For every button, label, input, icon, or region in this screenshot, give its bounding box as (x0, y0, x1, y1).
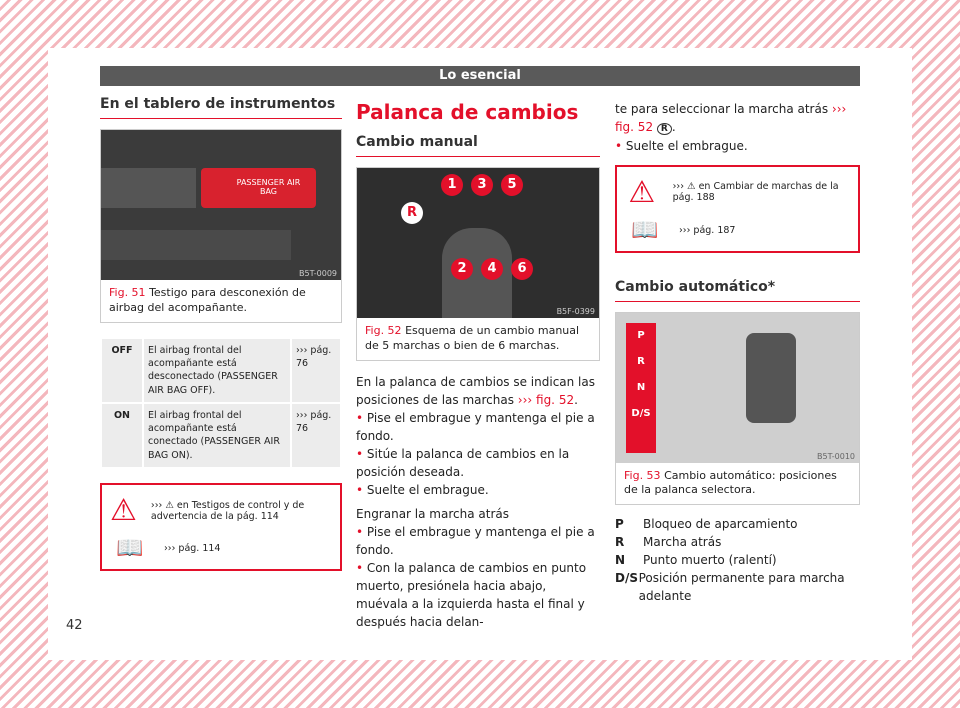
legend-item: P Bloqueo de aparcamiento (615, 517, 798, 532)
list-item: • Pise el embrague y mantenga el pie a fondo. (356, 409, 600, 445)
warning-icon: ⚠ (628, 174, 656, 210)
column-2 (356, 100, 600, 631)
page-number: 42 (66, 618, 83, 633)
selector-lever-image: P R N D/S B5T-0010 (616, 313, 859, 463)
subheading: Engranar la marcha atrás (356, 506, 509, 521)
figure-caption: Fig. 51 Testigo para desconexión de airbag del acompañante. (109, 286, 306, 314)
gear-lever-image: R 1 3 5 2 4 6 B5F-0399 (357, 168, 599, 318)
list-item: • Suelte el embrague. (356, 481, 600, 499)
indicator-table (100, 337, 342, 469)
legend-item: N Punto muerto (ralentí) (615, 553, 777, 568)
heading-manual: Cambio manual (356, 134, 600, 157)
column-3 (615, 100, 860, 605)
figure-caption: Fig. 52 Esquema de un cambio manual de 5 marchas o bien de 6 marchas. (365, 324, 580, 352)
book-search-icon: 📖 (631, 217, 659, 243)
intro-text: En la palanca de cambios se indican las posiciones de las marchas ››› fig. 52. (356, 374, 595, 407)
passenger-airbag-button: PASSENGER AIR BAG (201, 168, 316, 208)
page-link[interactable]: ››› pág. 187 (679, 224, 736, 236)
position-legend (615, 515, 860, 605)
table-row: OFF El airbag frontal del acompañante está desconectado (PASSENGER AIR BAG OFF). ››› pág. 76 (102, 339, 340, 402)
page-title: Palanca de cambios (356, 100, 579, 124)
list-item: • Con la palanca de cambios en punto muerto, presiónela hacia abajo, muévala a la izquierda hasta el final y después hacia delan- (356, 559, 600, 631)
warning-icon: ⚠ (110, 493, 137, 529)
heading-dashboard: En el tablero de instrumentos (100, 96, 342, 119)
list-item: • Suelte el embrague. (615, 137, 860, 155)
continued-text: te para seleccionar la marcha atrás ››› fig. 52 R . (615, 102, 847, 134)
table-row: ON El airbag frontal del acompañante está conectado (PASSENGER AIR BAG ON). ››› pág. 76 (102, 404, 340, 467)
page-link[interactable]: ››› pág. 114 (164, 543, 221, 555)
legend-item: R Marcha atrás (615, 535, 722, 550)
legend-item: D/S Posición permanente para marcha adelante (615, 571, 845, 604)
fig-link[interactable]: ››› fig. 52 (517, 392, 575, 407)
column-1 (100, 96, 342, 571)
book-search-icon: 📖 (116, 536, 144, 562)
list-item: • Sitúe la palanca de cambios en la posición deseada. (356, 445, 600, 481)
figure-51 (100, 129, 342, 323)
figure-53 (615, 312, 860, 506)
warning-box (615, 165, 860, 253)
heading-automatic: Cambio automático* (615, 279, 860, 302)
figure-caption: Fig. 53 Cambio automático: posiciones de la palanca selectora. (624, 468, 837, 497)
figure-code: B5T-0009 (299, 269, 337, 278)
warning-box (100, 483, 342, 571)
list-item: • Pise el embrague y mantenga el pie a fondo. (356, 523, 600, 559)
fig-link[interactable]: ››› fig. 52 (615, 102, 847, 134)
airbag-panel-image (101, 130, 341, 280)
warning-link[interactable]: ››› ⚠ en Cambiar de marchas de la pág. 188 (672, 181, 839, 203)
warning-link[interactable]: ››› ⚠ en Testigos de control y de advertencia de la pág. 114 (150, 499, 305, 522)
section-header: Lo esencial (100, 66, 860, 86)
figure-52 (356, 167, 600, 361)
